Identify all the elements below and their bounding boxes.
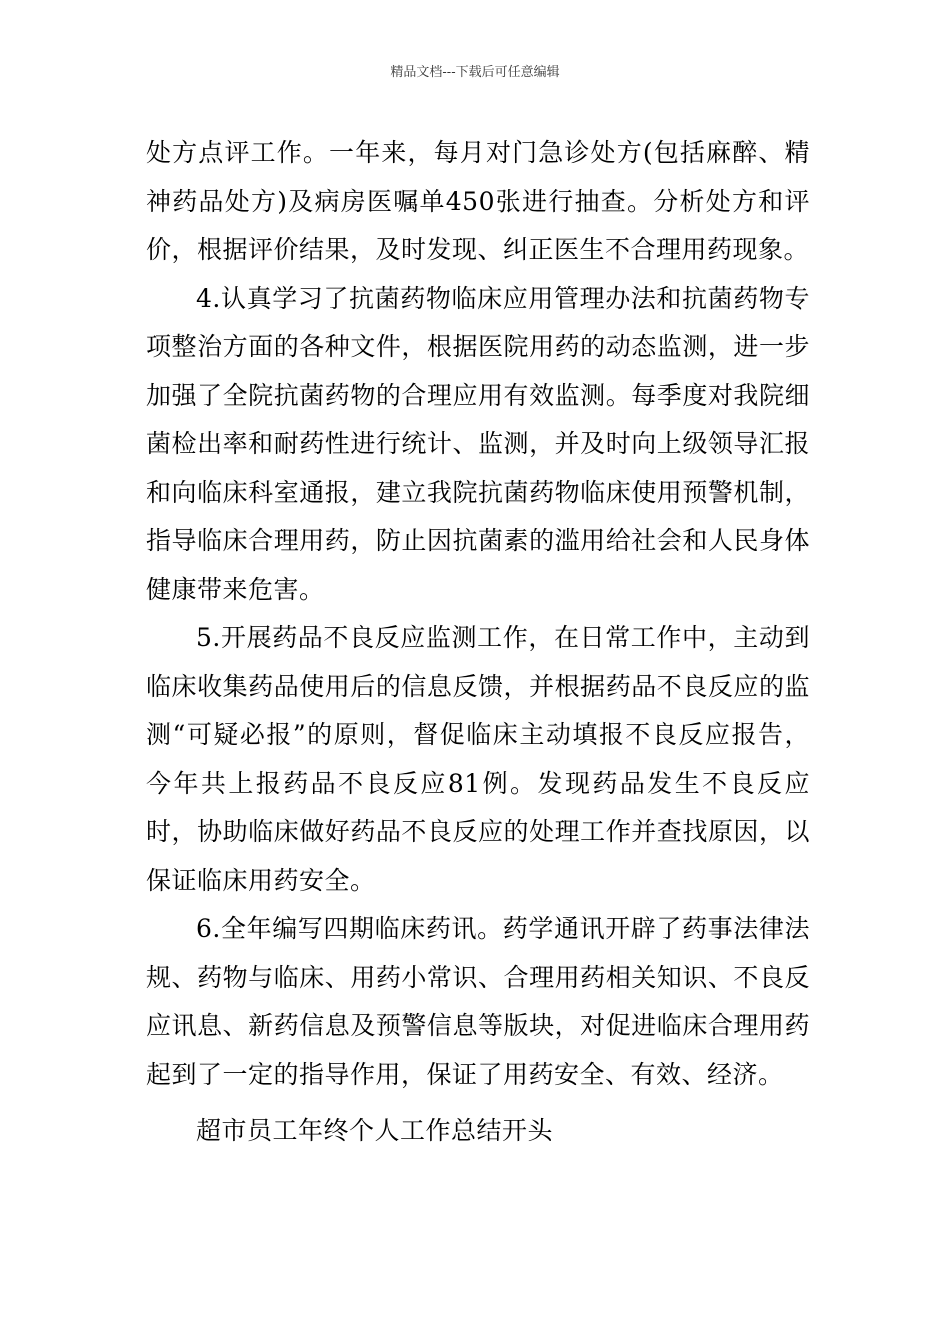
- paragraph-continuation: 处方点评工作。一年来，每月对门急诊处方(包括麻醉、精神药品处方)及病房医嘱单450张进行抽查。分析处方和评价，根据评价结果，及时发现、纠正医生不合理用药现象。: [146, 138, 810, 264]
- section-title: 超市员工年终个人工作总结开头: [196, 1116, 554, 1145]
- document-body: [146, 129, 810, 1156]
- paragraph-item-5: 5.开展药品不良反应监测工作，在日常工作中，主动到临床收集药品使用后的信息反馈，并根据药品不良反应的监测“可疑必报”的原则，督促临床主动填报不良反应报告，今年共上报药品不良反应81例。发现药品发生不良反应时，协助临床做好药品不良反应的处理工作并查找原因，以保证临床用药安全。: [146, 623, 810, 895]
- paragraph-item-6: 6.全年编写四期临床药讯。药学通讯开辟了药事法律法规、药物与临床、用药小常识、合理用药相关知识、不良反应讯息、新药信息及预警信息等版块，对促进临床合理用药起到了一定的指导作用，保证了用药安全、有效、经济。: [146, 914, 810, 1089]
- page-header: 精品文档---下载后可任意编辑: [390, 65, 560, 80]
- paragraph-item-4: 4.认真学习了抗菌药物临床应用管理办法和抗菌药物专项整治方面的各种文件，根据医院用药的动态监测，进一步加强了全院抗菌药物的合理应用有效监测。每季度对我院细菌检出率和耐药性进行统计、监测，并及时向上级领导汇报和向临床科室通报，建立我院抗菌药物临床使用预警机制，指导临床合理用药，防止因抗菌素的滥用给社会和人民身体健康带来危害。: [146, 283, 810, 604]
